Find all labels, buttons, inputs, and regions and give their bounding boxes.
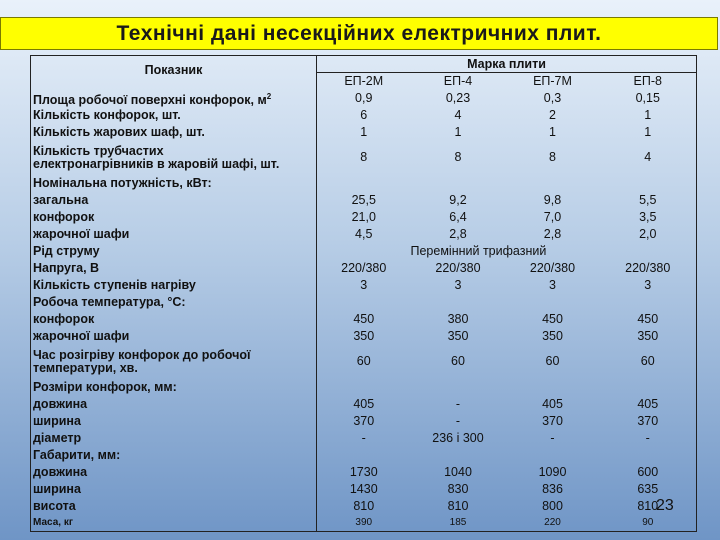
table-row — [31, 447, 697, 464]
cell-value: 25,5 — [317, 192, 411, 209]
cell-value: 1 — [454, 124, 462, 139]
table-row — [31, 396, 697, 413]
model-header: ЕП-4 — [443, 73, 473, 88]
cell-value: 600 — [600, 464, 697, 481]
slide-title — [0, 17, 718, 50]
row-label: висота — [31, 498, 317, 515]
row-label: конфорок — [31, 311, 317, 328]
cell-value: 220 — [506, 515, 600, 532]
cell-value: 450 — [317, 311, 411, 328]
cell-value — [600, 447, 697, 464]
table-row — [31, 277, 697, 294]
cell-value: 1 — [600, 124, 697, 141]
cell-value: 810 — [447, 498, 469, 513]
cell-value: 350 — [600, 328, 697, 345]
cell-value: 450 — [600, 311, 697, 328]
cell-value: - — [455, 413, 461, 428]
cell-value: 370 — [600, 413, 697, 430]
row-label: Кількість конфорок, шт. — [31, 107, 317, 124]
cell-value: 220/380 — [317, 260, 411, 277]
row-label: Розміри конфорок, мм: — [31, 379, 317, 396]
row-label: Маса, кг — [31, 515, 317, 532]
table-row — [31, 481, 697, 498]
cell-value: 800 — [542, 498, 563, 513]
cell-value: 1040 — [444, 464, 472, 479]
row-label: Кількість трубчастих електронагрівників в жаровій шафі, шт. — [31, 141, 317, 175]
header-row-1 — [31, 56, 697, 73]
cell-value: 390 — [317, 515, 411, 532]
cell-value: 4,5 — [317, 226, 411, 243]
table-row — [31, 209, 697, 226]
brand-header: Марка плити — [317, 56, 697, 73]
row-label: загальна — [31, 192, 317, 209]
cell-value: 1 — [317, 124, 411, 141]
cell-value: 0,23 — [445, 90, 471, 105]
cell-value: 6 — [317, 107, 411, 124]
cell-value: 3 — [600, 277, 697, 294]
cell-value — [317, 175, 411, 192]
table-row — [31, 243, 697, 260]
cell-value: 3 — [317, 277, 411, 294]
table-row — [31, 413, 697, 430]
row-label: Площа робочої поверхні конфорок, $м^2$ — [31, 90, 317, 107]
cell-value: 380 — [447, 311, 469, 326]
row-label: Кількість жарових шаф, шт. — [31, 124, 317, 141]
cell-value: 236 і 300 — [432, 430, 484, 445]
cell-value: 0,9 — [317, 90, 411, 107]
cell-value: - — [317, 430, 411, 447]
cell-value — [317, 294, 411, 311]
cell-value: 2 — [549, 107, 556, 122]
cell-value — [506, 447, 600, 464]
cell-value-merged: Перемінний трифазний — [411, 243, 697, 260]
cell-value: 350 — [317, 328, 411, 345]
row-label: діаметр — [31, 430, 317, 447]
cell-value: 60 — [317, 345, 411, 379]
cell-value: 405 — [317, 396, 411, 413]
model-header: ЕП-8 — [600, 73, 697, 90]
cell-value — [506, 175, 600, 192]
cell-value: 2,8 — [449, 226, 467, 241]
cell-value: 3 — [454, 277, 462, 292]
cell-value: 8 — [454, 150, 462, 165]
cell-value: 3 — [549, 277, 556, 292]
cell-value — [411, 447, 506, 464]
row-label: довжина — [31, 396, 317, 413]
row-label: Напруга, В — [31, 260, 317, 277]
cell-value: 350 — [542, 328, 563, 343]
cell-value: 1090 — [538, 464, 567, 479]
cell-value: 8 — [317, 141, 411, 175]
cell-value: 836 — [542, 481, 563, 496]
table-row — [31, 328, 697, 345]
row-label: довжина — [31, 464, 317, 481]
cell-value: 220/380 — [600, 260, 697, 277]
cell-value: 810 — [317, 498, 411, 515]
cell-value: 0,3 — [543, 90, 562, 105]
table-row — [31, 226, 697, 243]
cell-value: 220/380 — [435, 260, 481, 275]
cell-value: 1 — [600, 107, 697, 124]
cell-value — [600, 379, 697, 396]
cell-value: 220/380 — [529, 260, 576, 275]
table-row — [31, 175, 697, 192]
cell-value: 9,2 — [449, 192, 467, 207]
table-row — [31, 464, 697, 481]
table-row — [31, 107, 697, 124]
cell-value: 4 — [600, 141, 697, 175]
table-row — [31, 124, 697, 141]
table-row — [31, 430, 697, 447]
cell-value: - — [600, 430, 697, 447]
cell-value — [600, 175, 697, 192]
row-label: Робоча температура, °С: — [31, 294, 317, 311]
row-label: ширина — [31, 413, 317, 430]
cell-value: - — [455, 396, 461, 411]
cell-value: 370 — [542, 413, 563, 428]
page-number: 23 — [656, 497, 674, 514]
slide-title-text: Технічні дані несекційних електричних плит. — [116, 21, 602, 45]
cell-value: 2,0 — [600, 226, 697, 243]
cell-value: 635 — [600, 481, 697, 498]
cell-value — [411, 175, 506, 192]
row-label: Номінальна потужність, кВт: — [31, 175, 317, 192]
table-row — [31, 498, 697, 515]
cell-value: 8 — [549, 150, 556, 165]
table-row — [31, 192, 697, 209]
cell-value: 3,5 — [600, 209, 697, 226]
cell-value: 1730 — [317, 464, 411, 481]
cell-value: 60 — [451, 354, 465, 369]
cell-value: 60 — [545, 354, 560, 369]
cell-value — [317, 379, 411, 396]
cell-value: 0,15 — [600, 90, 697, 107]
cell-value: 2,8 — [543, 226, 562, 241]
row-label: жарочної шафи — [31, 328, 317, 345]
cell-value: 350 — [447, 328, 469, 343]
row-label: Час розігріву конфорок до робочої температури, хв. — [31, 345, 317, 379]
table-row — [31, 90, 697, 107]
cell-value: 7,0 — [543, 209, 562, 224]
cell-value: 6,4 — [449, 209, 467, 224]
table-row — [31, 311, 697, 328]
cell-value — [317, 447, 411, 464]
table-row — [31, 345, 697, 379]
cell-value — [600, 294, 697, 311]
cell-value: 830 — [447, 481, 469, 496]
row-label: жарочної шафи — [31, 226, 317, 243]
cell-value: 5,5 — [600, 192, 697, 209]
cell-value — [506, 294, 600, 311]
cell-value: 4 — [454, 107, 462, 122]
cell-value: 185 — [411, 515, 506, 532]
cell-value: 1 — [549, 124, 556, 139]
row-label: конфорок — [31, 209, 317, 226]
cell-value — [506, 379, 600, 396]
cell-value — [411, 379, 506, 396]
table-row — [31, 294, 697, 311]
cell-value — [317, 243, 411, 260]
row-label: Габарити, мм: — [31, 447, 317, 464]
model-header: ЕП-2М — [317, 73, 411, 90]
table-row — [31, 141, 697, 175]
row-label: ширина — [31, 481, 317, 498]
table-row — [31, 515, 697, 532]
cell-value: 9,8 — [543, 192, 562, 207]
table-row — [31, 260, 697, 277]
row-label: Кількість ступенів нагріву — [31, 277, 317, 294]
specs-table — [30, 55, 697, 532]
cell-value: 405 — [600, 396, 697, 413]
model-header: ЕП-7М — [533, 73, 572, 88]
cell-value — [411, 294, 506, 311]
cell-value: 1430 — [317, 481, 411, 498]
row-label: Рід струму — [31, 243, 317, 260]
cell-value: 450 — [542, 311, 563, 326]
cell-value: 370 — [317, 413, 411, 430]
indicator-header: Показник — [31, 56, 317, 90]
cell-value: 405 — [542, 396, 563, 411]
cell-value: 810 — [600, 498, 697, 515]
cell-value: 60 — [600, 345, 697, 379]
table-row — [31, 379, 697, 396]
cell-value: 90 — [600, 515, 697, 532]
cell-value: - — [550, 430, 555, 445]
cell-value: 21,0 — [317, 209, 411, 226]
